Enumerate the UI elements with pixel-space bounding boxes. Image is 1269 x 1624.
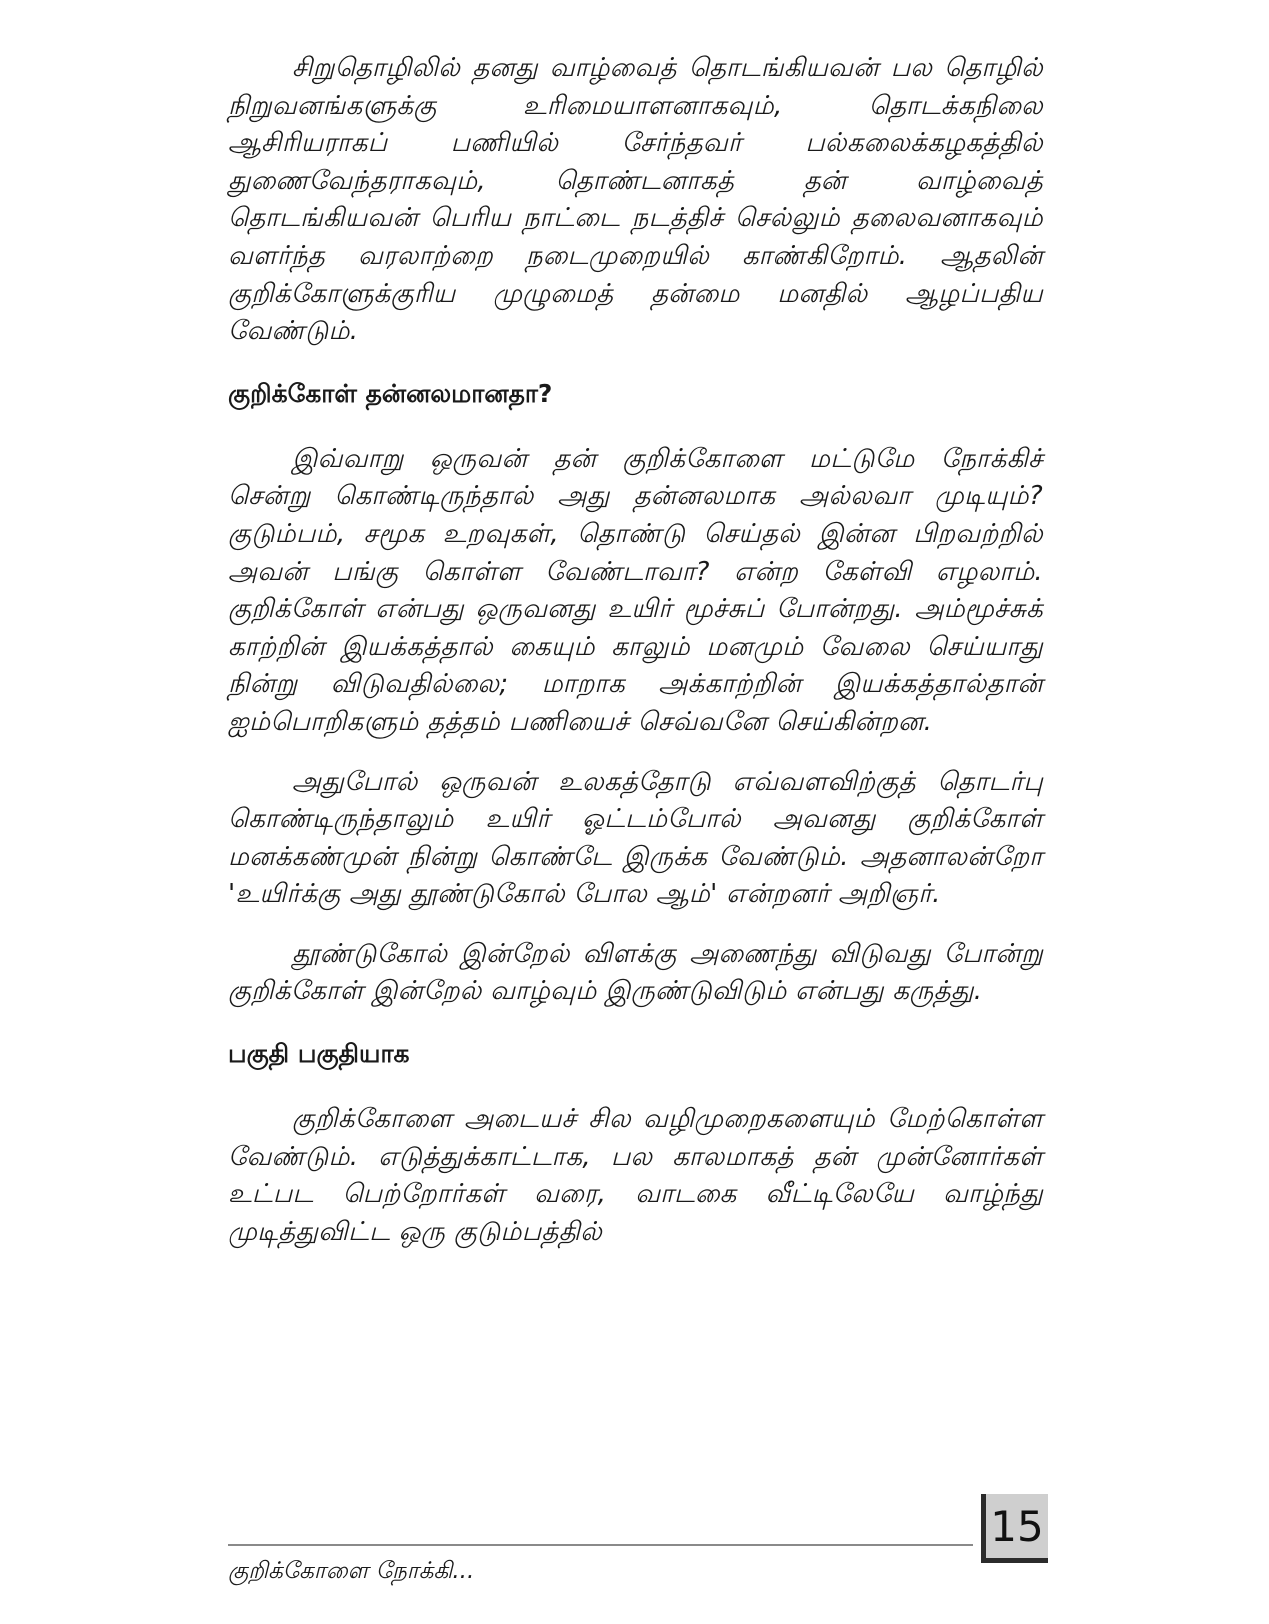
page-number-badge bbox=[981, 1494, 1048, 1563]
footer-divider bbox=[228, 1544, 973, 1546]
paragraph-2: இவ்வாறு ஒருவன் தன் குறிக்கோளை மட்டுமே நோக்கிச் சென்று கொண்டிருந்தால் அது தன்னலமாக அல்லவா முடியும்? குடும்பம், சமூக உறவுகள், தொண்டு செய்தல் இன்ன பிறவற்றில் அவன் பங்கு கொள்ள வேண்டாவா? என்ற கேள்வி எழலாம். குறிக்கோள் என்பது ஒருவனது உயிர் மூச்சுப் போன்றது. அம்மூச்சுக் காற்றின் இயக்கத்தால் கையும் காலும் மனமும் வேலை செய்யாது நின்று விடுவதில்லை; மாறாக அக்காற்றின் இயக்கத்தால்தான் ஐம்பொறிகளும் தத்தம் பணியைச் செவ்வனே செய்கின்றன. bbox=[228, 443, 1043, 737]
paragraph-3: அதுபோல் ஒருவன் உலகத்தோடு எவ்வளவிற்குத் தொடர்பு கொண்டிருந்தாலும் உயிர் ஓட்டம்போல் அவனது குறிக்கோள் மனக்கண்முன் நின்று கொண்டே இருக்க வேண்டும். அதனாலன்றோ 'உயிர்க்கு அது தூண்டுகோல் போல ஆம்' என்றனர் அறிஞர். bbox=[228, 766, 1043, 910]
page-number: 15 bbox=[990, 1501, 1044, 1551]
paragraph-1: சிறுதொழிலில் தனது வாழ்வைத் தொடங்கியவன் பல தொழில் நிறுவனங்களுக்கு உரிமையாளனாகவும், தொடக்கநிலை ஆசிரியராகப் பணியில் சேர்ந்தவர் பல்கலைக்கழகத்தில் துணைவேந்தராகவும், தொண்டனாகத் தன் வாழ்வைத் தொடங்கியவன் பெரிய நாட்டை நடத்திச் செல்லும் தலைவனாகவும் வளர்ந்த வரலாற்றை நடைமுறையில் காண்கிறோம். ஆதலின் குறிக்கோளுக்குரிய முழுமைத் தன்மை மனதில் ஆழப்பதிய வேண்டும். bbox=[228, 53, 1043, 347]
paragraph-5: குறிக்கோளை அடையச் சில வழிமுறைகளையும் மேற்கொள்ள வேண்டும். எடுத்துக்காட்டாக, பல காலமாகத் தன் முன்னோர்கள் உட்பட பெற்றோர்கள் வரை, வாடகை வீட்டிலேயே வாழ்ந்து முடித்துவிட்ட ஒரு குடும்பத்தில் bbox=[228, 1104, 1043, 1247]
section-heading-selfish: குறிக்கோள் தன்னலமானதா? bbox=[228, 378, 553, 408]
running-footer-title: குறிக்கோளை நோக்கி... bbox=[228, 1558, 475, 1584]
paragraph-4: தூண்டுகோல் இன்றேல் விளக்கு அணைந்து விடுவது போன்று குறிக்கோள் இன்றேல் வாழ்வும் இருண்டுவிடும் என்பது கருத்து. bbox=[228, 938, 1043, 1007]
section-heading-step-by-step: பகுதி பகுதியாக bbox=[228, 1039, 410, 1069]
page-body bbox=[228, 50, 1043, 1251]
